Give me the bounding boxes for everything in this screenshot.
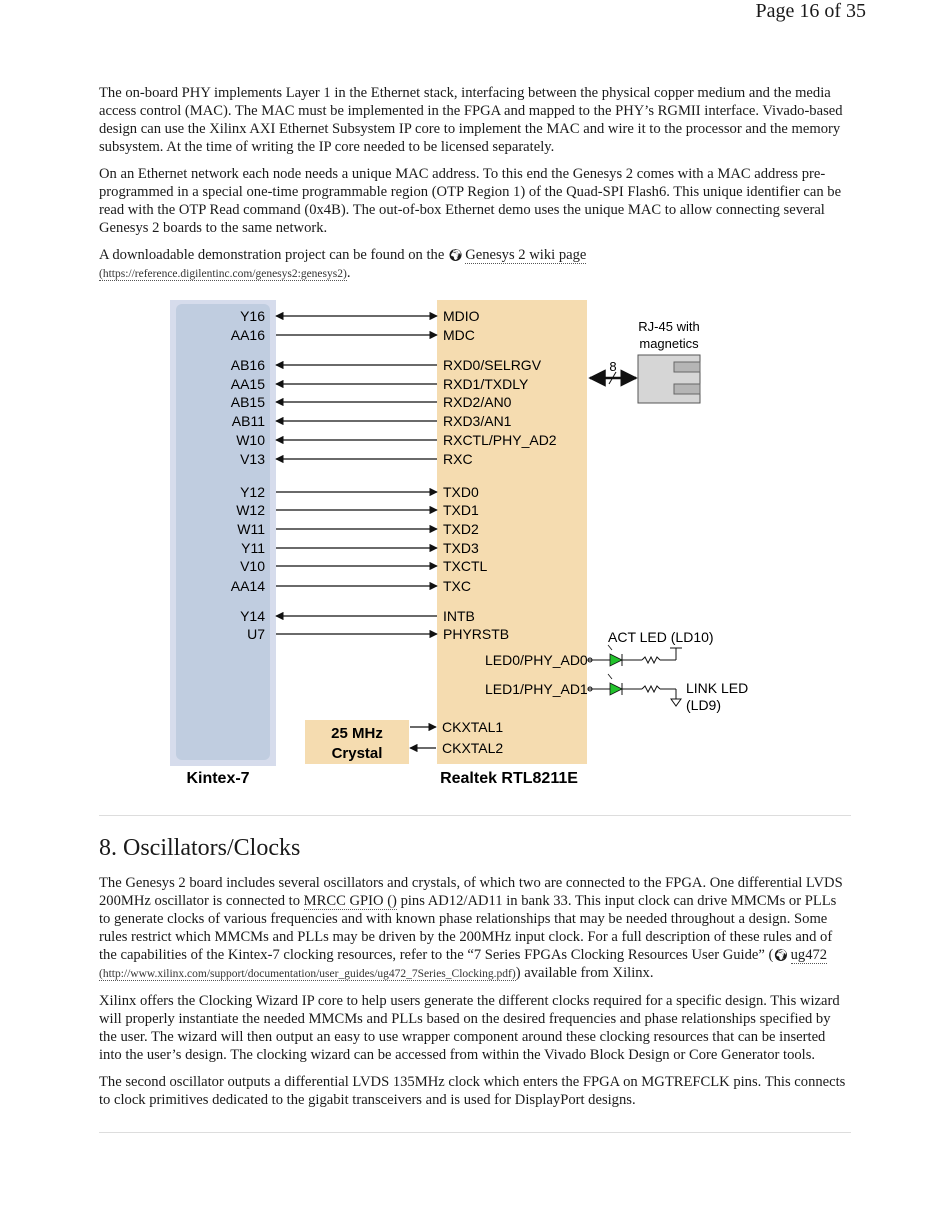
phy-signal-label: TXCTL	[443, 558, 488, 574]
phy-signal-label: RXCTL/PHY_AD2	[443, 432, 557, 448]
phy-signal-label: RXD3/AN1	[443, 413, 512, 429]
fpga-pin-label: W11	[237, 521, 265, 537]
section-divider-bottom	[99, 1132, 851, 1133]
fpga-pin-label: U7	[247, 626, 265, 642]
intro-paragraph-2: On an Ethernet network each node needs a unique MAC address. To this end the Genesys 2 comes with a MAC address pre-programmed in a special one-time programmable region (OTP Region 1) of the Quad-SPI Flash6. This unique identifier can be read with the OTP Read command (0x4B). The out-of-box Ethernet demo uses the unique MAC to allow connecting several Genesys 2 boards to the same network.	[99, 166, 842, 236]
link-led-ray	[608, 674, 612, 679]
phy-signal-label: RXD0/SELRGV	[443, 357, 542, 373]
fpga-pin-label: W10	[236, 432, 265, 448]
ug472-link[interactable]: ug472	[790, 947, 828, 963]
phy-signal-label: TXD1	[443, 502, 479, 518]
mrcc-gpio-link[interactable]: MRCC GPIO ()	[303, 893, 397, 909]
page-number: Page 16 of 35	[755, 0, 866, 22]
phy-signal-label: MDIO	[443, 308, 480, 324]
ug472-url[interactable]: (http://www.xilinx.com/support/documentation/user_guides/ug472_7Series_Clocking.pdf)	[99, 968, 516, 980]
phy-signal-label: TXC	[443, 578, 471, 594]
fpga-pin-label: AB15	[230, 394, 265, 410]
intro-paragraph-3-text: A downloadable demonstration project can be found on the	[99, 247, 448, 263]
clocks-section	[99, 874, 851, 1118]
fpga-label: Kintex-7	[186, 770, 250, 787]
clocks-paragraph-1-b: pins AD12/AD11 in bank 33. This input clock can drive MMCMs or PLLs to generate clocks of various frequencies and with known phase relationships that may be needed throughout a design. Some rules restrict which MMCMs and PLLs may be driven by the 200MHz input clock. For a full description of these rules and of the capabilities of the Kintex-7 clocking resources, refer to the “7 Series FPGAs Clocking Resources User Guide” (	[99, 893, 837, 963]
phy-signal-label: TXD2	[443, 521, 479, 537]
ckxtal2-label: CKXTAL2	[442, 740, 504, 756]
act-led-ray	[608, 645, 612, 650]
rj45-port-slot-1	[674, 362, 700, 372]
fpga-pin-label: Y11	[241, 540, 265, 556]
fpga-pin-label: AA15	[230, 376, 265, 392]
led0-label: LED0/PHY_AD0	[485, 652, 588, 668]
phy-signal-label: TXD3	[443, 540, 479, 556]
fpga-pin-label: V10	[240, 558, 265, 574]
phy-signal-label: PHYRSTB	[443, 626, 510, 642]
clocks-paragraph-1-a: The Genesys 2 board includes several oscillators and crystals, of which two are connected to the FPGA. One differential LVDS 200MHz oscillator is connected to	[99, 875, 843, 909]
fpga-pin-label: AB16	[230, 357, 265, 373]
genesys2-wiki-link[interactable]: Genesys 2 wiki page	[465, 247, 587, 263]
globe-icon: 🌍︎	[447, 248, 464, 262]
ground-icon	[671, 699, 681, 706]
fpga-pin-label: W12	[236, 502, 265, 518]
link-led-icon	[610, 683, 622, 695]
fpga-pin-label: Y12	[240, 484, 265, 500]
act-led-icon	[610, 654, 622, 666]
intro-paragraph-3-suffix: .	[346, 265, 351, 281]
ethernet-block-diagram	[160, 296, 770, 796]
phy-signal-label: MDC	[443, 327, 475, 343]
rj45-label-line1: RJ-45 with	[638, 319, 700, 334]
rj45-port-slot-2	[674, 384, 700, 394]
bus-width-label: 8	[609, 359, 617, 374]
clocks-paragraph-1-c: ) available from Xilinx.	[515, 965, 654, 981]
genesys2-wiki-url[interactable]: (https://reference.digilentinc.com/genesys2:genesys2)	[99, 268, 347, 280]
clocks-paragraph-3: The second oscillator outputs a differential LVDS 135MHz clock which enters the FPGA on MGTREFCLK pins. This connects to clock primitives dedicated to the gigabit transceivers and is used for DisplayPort designs.	[99, 1074, 846, 1108]
fpga-pin-label: V13	[240, 451, 265, 467]
section-divider-top	[99, 815, 851, 816]
intro-paragraph-1: The on-board PHY implements Layer 1 in the Ethernet stack, interfacing between the physical copper medium and the media access control (MAC). The MAC must be implemented in the FPGA and mapped to the PHY’s RGMII interface. Vivado-based design can use the Xilinx AXI Ethernet Subsystem IP core to implement the MAC and wire it to the processor and the memory subsystem. At the time of writing the IP core needed to be licensed separately.	[99, 85, 843, 155]
link-led-label-line1: LINK LED	[686, 680, 749, 696]
act-resistor-icon	[642, 657, 660, 663]
rj45-label-line2: magnetics	[639, 336, 699, 351]
phy-signal-label: INTB	[443, 608, 475, 624]
phy-signal-label: TXD0	[443, 484, 479, 500]
phy-label: Realtek RTL8211E	[440, 770, 578, 787]
phy-signal-label: RXC	[443, 451, 473, 467]
led1-label: LED1/PHY_AD1	[485, 681, 588, 697]
intro-paragraph-3	[99, 246, 851, 283]
fpga-pin-label: Y14	[240, 608, 265, 624]
section-heading: 8. Oscillators/Clocks	[99, 835, 301, 861]
intro-section	[99, 84, 851, 283]
act-led-label: ACT LED (LD10)	[608, 629, 714, 645]
link-led-label-line2: (LD9)	[686, 697, 722, 713]
fpga-pin-label: AB11	[231, 413, 265, 429]
phy-signal-label: RXD1/TXDLY	[443, 376, 529, 392]
clocks-paragraph-1	[99, 874, 851, 983]
crystal-label-line1: 25 MHz	[331, 725, 383, 742]
ckxtal1-label: CKXTAL1	[442, 719, 504, 735]
crystal-label-line2: Crystal	[331, 745, 383, 762]
fpga-pin-label: AA14	[230, 578, 265, 594]
phy-signal-label: RXD2/AN0	[443, 394, 512, 410]
link-resistor-icon	[642, 686, 660, 692]
globe-icon: 🌍︎	[773, 948, 789, 962]
fpga-pin-label: Y16	[240, 308, 265, 324]
fpga-pin-label: AA16	[230, 327, 265, 343]
clocks-paragraph-2: Xilinx offers the Clocking Wizard IP core to help users generate the different clocks required for a specific design. This wizard will properly instantiate the needed MMCMs and PLLs based on the desired frequencies and phase relationships specified by the user. The wizard will then output an easy to use wrapper component around these clocking resources that can be inserted into the user’s design. The clocking wizard can be accessed from within the Vivado Block Design or Core Generator tools.	[99, 993, 840, 1063]
